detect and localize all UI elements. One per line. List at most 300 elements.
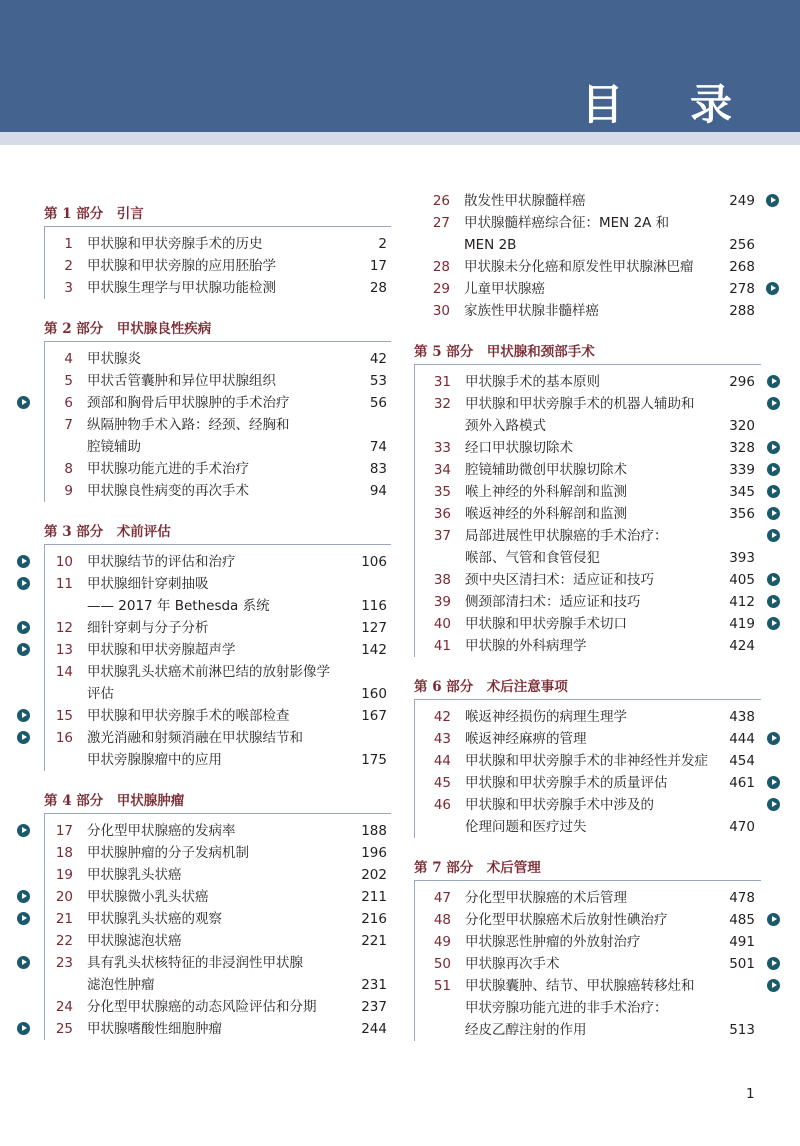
page-ref: 94 (369, 483, 387, 499)
toc-entry[interactable] (45, 458, 391, 480)
page-ref: 221 (361, 933, 387, 949)
chapter-number: 23 (55, 955, 73, 971)
entry-line (415, 750, 761, 772)
chapter-title: 甲状腺微小乳头状癌 (87, 889, 209, 905)
page-ref: 345 (729, 484, 755, 500)
page-ref: 83 (369, 461, 387, 477)
chapter-number: 24 (55, 999, 73, 1015)
toc-entry[interactable] (414, 190, 761, 212)
chapter-title: 颈外入路模式 (465, 418, 546, 434)
chapter-title: 甲状腺乳头状癌术前淋巴结的放射影像学 (87, 664, 330, 680)
entry-line (45, 864, 391, 886)
entry-line (415, 997, 761, 1019)
toc-entry[interactable] (45, 414, 391, 458)
video-play-icon[interactable] (767, 617, 780, 630)
page-ref: 202 (361, 867, 387, 883)
chapter-title: 甲状旁腺功能亢进的非手术治疗： (465, 1000, 668, 1016)
entry-line (45, 930, 391, 952)
video-play-icon[interactable] (767, 732, 780, 745)
toc-entry[interactable] (415, 975, 761, 1041)
section-title: 第 2 部分 甲状腺良性疾病 (44, 321, 212, 337)
chapter-title: 经皮乙醇注射的作用 (465, 1022, 587, 1038)
entry-line (45, 749, 391, 771)
toc-entry[interactable] (415, 728, 761, 750)
video-play-icon[interactable] (767, 485, 780, 498)
chapter-number: 22 (55, 933, 73, 949)
video-play-icon[interactable] (17, 396, 30, 409)
video-play-icon[interactable] (767, 529, 780, 542)
chapter-title: 伦理问题和医疗过失 (465, 819, 587, 835)
video-play-icon[interactable] (17, 956, 30, 969)
toc-entry[interactable] (45, 930, 391, 952)
toc-entry[interactable] (45, 277, 391, 299)
chapter-number: 51 (433, 978, 451, 994)
chapter-title: 甲状腺和甲状旁腺超声学 (87, 642, 236, 658)
video-play-icon[interactable] (17, 1022, 30, 1035)
chapter-title: 甲状腺的外科病理学 (465, 638, 587, 654)
video-play-icon[interactable] (767, 441, 780, 454)
entry-line (45, 705, 391, 727)
entry-line (45, 595, 391, 617)
entry-line (45, 370, 391, 392)
chapter-title: 家族性甲状腺非髓样癌 (464, 303, 599, 319)
entry-line (45, 414, 391, 436)
toc-entry[interactable] (414, 278, 761, 300)
toc-entry[interactable] (415, 750, 761, 772)
entry-line (45, 458, 391, 480)
toc-entry[interactable] (415, 613, 761, 635)
video-play-icon[interactable] (17, 912, 30, 925)
chapter-number: 30 (432, 303, 450, 319)
entry-line (415, 706, 761, 728)
page-ref: 478 (729, 890, 755, 906)
chapter-title: 甲状腺和甲状旁腺的应用胚胎学 (87, 258, 276, 274)
entry-line (415, 437, 761, 459)
chapter-number: 3 (64, 280, 73, 296)
chapter-title: 甲状腺恶性肿瘤的外放射治疗 (465, 934, 641, 950)
entry-line (45, 255, 391, 277)
page-ref: 328 (729, 440, 755, 456)
video-play-icon[interactable] (767, 913, 780, 926)
section-entries (44, 545, 391, 771)
entry-line (45, 551, 391, 573)
video-play-icon[interactable] (17, 555, 30, 568)
entry-line (45, 952, 391, 974)
header-banner (0, 0, 800, 132)
chapter-title: 甲状腺生理学与甲状腺功能检测 (87, 280, 276, 296)
page-ref: 2 (378, 236, 387, 252)
chapter-number: 12 (55, 620, 73, 636)
entry-line (45, 683, 391, 705)
entry-line (415, 613, 761, 635)
chapter-title: 腔镜辅助微创甲状腺切除术 (465, 462, 627, 478)
toc-entry[interactable] (45, 727, 391, 771)
entry-line (45, 820, 391, 842)
entry-line (415, 1019, 761, 1041)
video-play-icon[interactable] (767, 397, 780, 410)
video-play-icon[interactable] (17, 643, 30, 656)
chapter-number: 36 (433, 506, 451, 522)
toc-entry[interactable] (45, 370, 391, 392)
toc-entry[interactable] (414, 300, 761, 322)
chapter-title: 具有乳头状核特征的非浸润性甲状腺 (87, 955, 303, 971)
toc-entry[interactable] (45, 661, 391, 705)
chapter-number: 15 (55, 708, 73, 724)
entry-line (414, 234, 761, 256)
chapter-title: 激光消融和射频消融在甲状腺结节和 (87, 730, 303, 746)
toc-entry[interactable] (45, 705, 391, 727)
toc-entry[interactable] (415, 635, 761, 657)
entry-line (415, 503, 761, 525)
toc-section (44, 514, 391, 771)
page-number: 1 (746, 1086, 755, 1102)
section-entries (414, 700, 761, 838)
section-heading-row (44, 311, 391, 342)
chapter-number: 49 (433, 934, 451, 950)
page-ref: 42 (369, 351, 387, 367)
toc-entry[interactable] (415, 772, 761, 794)
toc-entry[interactable] (45, 1018, 391, 1040)
video-play-icon[interactable] (766, 282, 779, 295)
entry-line (45, 573, 391, 595)
chapter-title: 甲状旁腺腺瘤中的应用 (87, 752, 222, 768)
toc-entry[interactable] (415, 569, 761, 591)
page-ref: 393 (729, 550, 755, 566)
chapter-number: 13 (55, 642, 73, 658)
page-ref: 513 (729, 1022, 755, 1038)
page-ref: 296 (729, 374, 755, 390)
chapter-title: 喉部、气管和食管侵犯 (465, 550, 600, 566)
entry-line (45, 480, 391, 502)
toc-entry[interactable] (45, 551, 391, 573)
toc-entry[interactable] (415, 503, 761, 525)
entry-line (45, 842, 391, 864)
toc-entry[interactable] (415, 459, 761, 481)
chapter-title: 甲状腺和甲状旁腺手术的喉部检查 (87, 708, 290, 724)
chapter-number: 26 (432, 193, 450, 209)
toc-entry[interactable] (45, 480, 391, 502)
chapter-number: 50 (433, 956, 451, 972)
toc-entry[interactable] (45, 233, 391, 255)
entry-line (415, 415, 761, 437)
entry-line (45, 908, 391, 930)
entry-line (415, 816, 761, 838)
chapter-title: 侧颈部清扫术：适应证和技巧 (465, 594, 641, 610)
page-ref: 142 (361, 642, 387, 658)
page-ref: 116 (361, 598, 387, 614)
section-title: 第 3 部分 术前评估 (44, 524, 171, 540)
toc-entry[interactable] (415, 909, 761, 931)
page-ref: 188 (361, 823, 387, 839)
entry-line (45, 996, 391, 1018)
video-play-icon[interactable] (17, 731, 30, 744)
section-heading-row (414, 850, 761, 881)
page-ref: 454 (729, 753, 755, 769)
chapter-title: 细针穿刺与分子分析 (87, 620, 209, 636)
video-play-icon[interactable] (767, 375, 780, 388)
toc-entry[interactable] (415, 794, 761, 838)
video-play-icon[interactable] (767, 957, 780, 970)
page-ref: 339 (729, 462, 755, 478)
toc-column-left (44, 196, 391, 1040)
toc-entry[interactable] (45, 908, 391, 930)
page-ref: 74 (369, 439, 387, 455)
entry-line (415, 772, 761, 794)
toc-entry[interactable] (45, 348, 391, 370)
chapter-number: 6 (64, 395, 73, 411)
toc-entry[interactable] (45, 392, 391, 414)
chapter-title: 甲状腺再次手术 (465, 956, 560, 972)
toc-entry[interactable] (415, 371, 761, 393)
video-play-icon[interactable] (17, 890, 30, 903)
chapter-number: 16 (55, 730, 73, 746)
entry-line (414, 256, 761, 278)
section-heading-row (414, 669, 761, 700)
video-play-icon[interactable] (767, 463, 780, 476)
entry-line (415, 635, 761, 657)
entry-line (414, 300, 761, 322)
toc-entry[interactable] (45, 639, 391, 661)
toc-entry[interactable] (415, 591, 761, 613)
toc-entry[interactable] (45, 996, 391, 1018)
entry-line (415, 393, 761, 415)
page-ref: 256 (729, 237, 755, 253)
chapter-title: 甲状腺功能亢进的手术治疗 (87, 461, 249, 477)
toc-entry[interactable] (45, 952, 391, 996)
chapter-title: 甲状腺髓样癌综合征：MEN 2A 和 (464, 215, 670, 231)
chapter-number: 14 (55, 664, 73, 680)
page-ref: 501 (729, 956, 755, 972)
page-ref: 28 (369, 280, 387, 296)
entry-line (415, 953, 761, 975)
chapter-number: 20 (55, 889, 73, 905)
video-play-icon[interactable] (17, 621, 30, 634)
chapter-number: 40 (433, 616, 451, 632)
chapter-title: 甲状腺炎 (87, 351, 141, 367)
page-title: 目 录 (581, 80, 758, 129)
chapter-title: 儿童甲状腺癌 (464, 281, 545, 297)
toc-entry[interactable] (415, 706, 761, 728)
toc-entry[interactable] (415, 953, 761, 975)
video-play-icon[interactable] (766, 194, 779, 207)
entry-line (45, 974, 391, 996)
entry-line (415, 525, 761, 547)
toc-entry[interactable] (415, 481, 761, 503)
chapter-title: 甲状腺未分化癌和原发性甲状腺淋巴瘤 (464, 259, 694, 275)
toc-section (44, 783, 391, 1040)
chapter-number: 31 (433, 374, 451, 390)
video-play-icon[interactable] (767, 573, 780, 586)
chapter-number: 29 (432, 281, 450, 297)
chapter-number: 28 (432, 259, 450, 275)
chapter-number: 27 (432, 215, 450, 231)
video-play-icon[interactable] (767, 979, 780, 992)
toc-entry[interactable] (45, 864, 391, 886)
video-play-icon[interactable] (767, 507, 780, 520)
video-play-icon[interactable] (767, 776, 780, 789)
page-ref: 56 (369, 395, 387, 411)
video-play-icon[interactable] (767, 798, 780, 811)
entry-line (415, 931, 761, 953)
header-stripe (0, 132, 800, 145)
chapter-number: 4 (64, 351, 73, 367)
page-ref: 216 (361, 911, 387, 927)
entry-line (415, 887, 761, 909)
page-ref: 196 (361, 845, 387, 861)
chapter-title: 纵隔肿物手术入路：经颈、经胸和 (87, 417, 290, 433)
entry-line (45, 277, 391, 299)
page-ref: 320 (729, 418, 755, 434)
page-ref: 167 (361, 708, 387, 724)
page-ref: 412 (729, 594, 755, 610)
entry-line (415, 909, 761, 931)
entry-line (415, 371, 761, 393)
toc-entry[interactable] (414, 212, 761, 256)
toc-section (44, 196, 391, 299)
chapter-number: 34 (433, 462, 451, 478)
chapter-title: 分化型甲状腺癌的发病率 (87, 823, 236, 839)
entry-line (45, 436, 391, 458)
toc-entry[interactable] (415, 437, 761, 459)
section-title: 第 7 部分 术后管理 (414, 860, 541, 876)
page-ref: 106 (361, 554, 387, 570)
chapter-title: 甲状腺和甲状旁腺手术的历史 (87, 236, 263, 252)
chapter-number: 33 (433, 440, 451, 456)
entry-line (45, 886, 391, 908)
page-ref: 17 (369, 258, 387, 274)
section-entries (414, 190, 761, 322)
chapter-title: 喉上神经的外科解剖和监测 (465, 484, 627, 500)
chapter-title: 甲状腺滤泡状癌 (87, 933, 182, 949)
section-title: 第 1 部分 引言 (44, 206, 144, 222)
chapter-title: 甲状腺良性病变的再次手术 (87, 483, 249, 499)
toc-entry[interactable] (415, 887, 761, 909)
chapter-title: 局部进展性甲状腺癌的手术治疗： (465, 528, 668, 544)
chapter-title: 甲状腺乳头状癌的观察 (87, 911, 222, 927)
page-ref: 438 (729, 709, 755, 725)
chapter-title: 喉返神经麻痹的管理 (465, 731, 587, 747)
chapter-title: 散发性甲状腺髓样癌 (464, 193, 586, 209)
page-ref: 491 (729, 934, 755, 950)
toc-entry[interactable] (45, 617, 391, 639)
chapter-number: 9 (64, 483, 73, 499)
page-ref: 444 (729, 731, 755, 747)
chapter-number: 32 (433, 396, 451, 412)
chapter-number: 35 (433, 484, 451, 500)
toc-column-right (414, 193, 761, 1041)
chapter-number: 21 (55, 911, 73, 927)
page-ref: 160 (361, 686, 387, 702)
toc-section (414, 669, 761, 838)
toc-section (414, 190, 761, 322)
section-heading-row (44, 783, 391, 814)
page-ref: 249 (729, 193, 755, 209)
entry-line (415, 975, 761, 997)
toc-entry[interactable] (45, 886, 391, 908)
entry-line (415, 794, 761, 816)
chapter-title: 甲状腺和甲状旁腺手术的非神经性并发症 (465, 753, 708, 769)
entry-line (415, 569, 761, 591)
chapter-number: 18 (55, 845, 73, 861)
chapter-number: 44 (433, 753, 451, 769)
entry-line (45, 348, 391, 370)
section-entries (44, 227, 391, 299)
chapter-title: 分化型甲状腺癌的术后管理 (465, 890, 627, 906)
chapter-number: 7 (64, 417, 73, 433)
toc-entry[interactable] (415, 525, 761, 569)
page-ref: 405 (729, 572, 755, 588)
toc-entry[interactable] (45, 255, 391, 277)
page-ref: 211 (361, 889, 387, 905)
chapter-number: 38 (433, 572, 451, 588)
page-ref: 175 (361, 752, 387, 768)
toc-entry[interactable] (415, 393, 761, 437)
page-ref: 278 (729, 281, 755, 297)
chapter-title: 喉返神经损伤的病理生理学 (465, 709, 627, 725)
page-ref: 424 (729, 638, 755, 654)
page-ref: 356 (729, 506, 755, 522)
chapter-title: 颈部和胸骨后甲状腺肿的手术治疗 (87, 395, 290, 411)
entry-line (414, 212, 761, 234)
entry-line (45, 639, 391, 661)
chapter-title: 分化型甲状腺癌的动态风险评估和分期 (87, 999, 317, 1015)
section-entries (414, 881, 761, 1041)
chapter-title: 滤泡性肿瘤 (87, 977, 155, 993)
entry-line (415, 591, 761, 613)
chapter-title: 喉返神经的外科解剖和监测 (465, 506, 627, 522)
toc-entry[interactable] (415, 931, 761, 953)
toc-section (44, 311, 391, 502)
chapter-title: 甲状腺乳头状癌 (87, 867, 182, 883)
chapter-title: 甲状腺细针穿刺抽吸 (87, 576, 209, 592)
toc-entry[interactable] (45, 820, 391, 842)
video-play-icon[interactable] (17, 709, 30, 722)
chapter-title: MEN 2B (464, 237, 517, 253)
chapter-number: 10 (55, 554, 73, 570)
chapter-number: 5 (64, 373, 73, 389)
toc-entry[interactable] (45, 842, 391, 864)
entry-line (45, 233, 391, 255)
chapter-title: —— 2017 年 Bethesda 系统 (87, 598, 270, 614)
section-entries (414, 365, 761, 657)
chapter-title: 甲状舌管囊肿和异位甲状腺组织 (87, 373, 276, 389)
entry-line (415, 547, 761, 569)
toc-entry[interactable] (45, 573, 391, 617)
chapter-number: 45 (433, 775, 451, 791)
chapter-number: 46 (433, 797, 451, 813)
page-ref: 127 (361, 620, 387, 636)
toc-entry[interactable] (414, 256, 761, 278)
chapter-number: 17 (55, 823, 73, 839)
page-ref: 244 (361, 1021, 387, 1037)
entry-line (45, 727, 391, 749)
entry-line (414, 278, 761, 300)
chapter-title: 评估 (87, 686, 114, 702)
video-play-icon[interactable] (767, 595, 780, 608)
section-heading-row (44, 514, 391, 545)
video-play-icon[interactable] (17, 577, 30, 590)
section-entries (44, 814, 391, 1040)
chapter-number: 19 (55, 867, 73, 883)
page-ref: 231 (361, 977, 387, 993)
page-ref: 461 (729, 775, 755, 791)
section-title: 第 4 部分 甲状腺肿瘤 (44, 793, 185, 809)
section-heading-row (414, 334, 761, 365)
entry-line (45, 392, 391, 414)
chapter-title: 经口甲状腺切除术 (465, 440, 573, 456)
chapter-title: 甲状腺嗜酸性细胞肿瘤 (87, 1021, 222, 1037)
video-play-icon[interactable] (17, 824, 30, 837)
